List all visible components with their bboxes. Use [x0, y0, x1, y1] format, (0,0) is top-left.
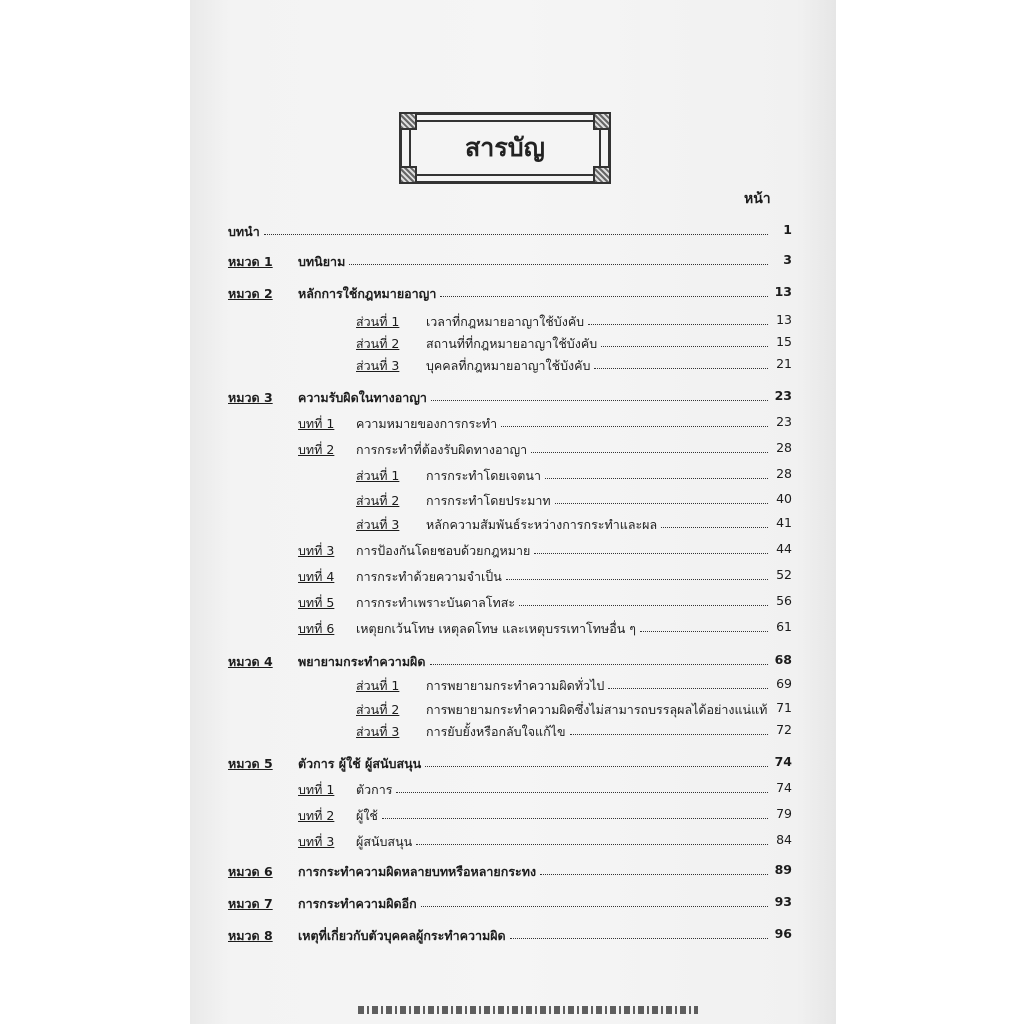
toc-entry-title: เหตุที่เกี่ยวกับตัวบุคคลผู้กระทำความผิด — [298, 928, 506, 943]
toc-entry — [0, 676, 1024, 696]
toc-entry-title: หลักการใช้กฎหมายอาญา — [298, 286, 437, 301]
toc-entry-title: สถานที่ที่กฎหมายอาญาใช้บังคับ — [426, 336, 598, 351]
toc-entry-page: 21 — [776, 356, 792, 371]
toc-entry-page: 84 — [776, 832, 792, 847]
toc-entry-label: หมวด 2 — [228, 286, 273, 301]
toc-entry-label: หมวด 5 — [228, 756, 273, 771]
toc-entry — [0, 567, 1024, 587]
toc-entry — [0, 252, 1024, 272]
toc-entry-page: 13 — [776, 312, 792, 327]
toc-entry-title: ความรับผิดในทางอาญา — [298, 390, 427, 405]
toc-entry-title: การพยายามกระทำความผิดทั่วไป — [426, 678, 605, 693]
toc-entry-title: ความหมายของการกระทำ — [356, 416, 498, 431]
toc-entry-title: การกระทำที่ต้องรับผิดทางอาญา — [356, 442, 528, 457]
toc-entry-page: 44 — [776, 541, 792, 556]
toc-entry-page: 96 — [774, 926, 792, 941]
toc-entry-page: 13 — [774, 284, 792, 299]
toc-entry-page: 93 — [774, 894, 792, 909]
toc-entry-page: 79 — [776, 806, 792, 821]
toc-entry-title: บุคคลที่กฎหมายอาญาใช้บังคับ — [426, 358, 591, 373]
toc-entry — [0, 356, 1024, 376]
toc-entry-label: ส่วนที่ 3 — [356, 724, 400, 739]
toc-entry — [0, 222, 1024, 242]
toc-entry-page: 56 — [776, 593, 792, 608]
toc-entry — [0, 894, 1024, 914]
toc-entry-page: 89 — [774, 862, 792, 877]
toc-entry — [0, 926, 1024, 946]
toc-entry — [0, 491, 1024, 511]
toc-entry-label: บทที่ 3 — [298, 834, 335, 849]
toc-entry — [0, 722, 1024, 742]
toc-entry — [0, 312, 1024, 332]
toc-entry-title: การป้องกันโดยชอบด้วยกฎหมาย — [356, 543, 531, 558]
toc-entry-page: 61 — [776, 619, 792, 634]
toc-entry-page: 23 — [776, 414, 792, 429]
toc-entry-page: 41 — [776, 515, 792, 530]
toc-entry-page: 1 — [783, 222, 792, 237]
page-title: สารบัญ — [465, 133, 545, 162]
toc-entry-label: หมวด 1 — [228, 254, 273, 269]
toc-entry-title: เวลาที่กฎหมายอาญาใช้บังคับ — [426, 314, 585, 329]
toc-entry-page: 23 — [774, 388, 792, 403]
toc-entry-title: หลักความสัมพันธ์ระหว่างการกระทำและผล — [426, 517, 658, 532]
footer-ornament — [358, 1006, 698, 1014]
toc-entry — [0, 515, 1024, 535]
toc-entry — [0, 440, 1024, 460]
toc-entry-title: ผู้สนับสนุน — [356, 834, 413, 849]
toc-entry-page: 28 — [776, 440, 792, 455]
toc-entry-label: หมวด 7 — [228, 896, 273, 911]
page-column-header: หน้า — [744, 191, 771, 207]
toc-entry — [0, 619, 1024, 639]
toc-entry-title: การพยายามกระทำความผิดซึ่งไม่สามารถบรรลุผลได้อย่างแน่แท้ — [426, 702, 768, 717]
toc-entry-label: บทที่ 6 — [298, 621, 335, 636]
toc-entry-label: ส่วนที่ 3 — [356, 358, 400, 373]
toc-entry-title: การกระทำความผิดหลายบทหรือหลายกระทง — [298, 864, 537, 879]
toc-entry — [0, 806, 1024, 826]
toc-entry-title: การกระทำโดยเจตนา — [426, 468, 541, 483]
toc-entry-page: 15 — [776, 334, 792, 349]
toc-entry-label: บทที่ 4 — [298, 569, 335, 584]
toc-entry-label: ส่วนที่ 2 — [356, 336, 400, 351]
toc-entry-page: 3 — [783, 252, 792, 267]
toc-entry — [0, 700, 1024, 720]
toc-entry-label: บทที่ 1 — [298, 416, 335, 431]
toc-entry — [0, 832, 1024, 852]
toc-entry-page: 68 — [774, 652, 792, 667]
toc-entry — [0, 388, 1024, 408]
toc-entry-title: การยับยั้งหรือกลับใจแก้ไข — [426, 724, 566, 739]
toc-entry-page: 74 — [774, 754, 792, 769]
toc-entry-page: 40 — [776, 491, 792, 506]
toc-entry-label: บทที่ 3 — [298, 543, 335, 558]
toc-entry-page: 69 — [776, 676, 792, 691]
toc-entry-title: ผู้ใช้ — [356, 808, 378, 823]
toc-entry-title: บทนิยาม — [298, 254, 346, 269]
toc-entry-title: ตัวการ — [356, 782, 393, 797]
toc-entry-title: ตัวการ ผู้ใช้ ผู้สนับสนุน — [298, 756, 422, 771]
toc-entry — [0, 652, 1024, 672]
toc-entry-label: ส่วนที่ 3 — [356, 517, 400, 532]
toc-entry-label: บทที่ 5 — [298, 595, 335, 610]
toc-entry-title: เหตุยกเว้นโทษ เหตุลดโทษ และเหตุบรรเทาโทษอื่น ๆ — [356, 621, 636, 636]
toc-entry — [0, 593, 1024, 613]
toc-entry-page: 52 — [776, 567, 792, 582]
toc-entry — [0, 284, 1024, 304]
toc-entry-title: พยายามกระทำความผิด — [298, 654, 426, 669]
toc-entry-label: ส่วนที่ 2 — [356, 702, 400, 717]
toc-entry — [0, 862, 1024, 882]
toc-entry-label: หมวด 4 — [228, 654, 273, 669]
toc-entry-label: บทที่ 2 — [298, 808, 335, 823]
toc-entry-label: ส่วนที่ 1 — [356, 678, 400, 693]
toc-entry-label: หมวด 3 — [228, 390, 273, 405]
toc-entry-label: ส่วนที่ 1 — [356, 468, 400, 483]
toc-entry-label: ส่วนที่ 1 — [356, 314, 400, 329]
toc-entry — [0, 414, 1024, 434]
toc-entry — [0, 780, 1024, 800]
toc-entry-page: 74 — [776, 780, 792, 795]
toc-entry-title: การกระทำโดยประมาท — [426, 493, 551, 508]
toc-entry-label: หมวด 8 — [228, 928, 273, 943]
toc-entry-label: ส่วนที่ 2 — [356, 493, 400, 508]
toc-entry-title: การกระทำเพราะบันดาลโทสะ — [356, 595, 516, 610]
toc-entry-page: 71 — [776, 700, 792, 715]
toc-entry-page: 28 — [776, 466, 792, 481]
toc-entry-label: บทที่ 2 — [298, 442, 335, 457]
toc-entry — [0, 334, 1024, 354]
toc-entry-label: หมวด 6 — [228, 864, 273, 879]
toc-entry — [0, 466, 1024, 486]
toc-entry-title: บทนำ — [228, 224, 260, 239]
toc-entry — [0, 541, 1024, 561]
toc-entry-page: 72 — [776, 722, 792, 737]
toc-entry-title: การกระทำความผิดอีก — [298, 896, 417, 911]
toc-entry — [0, 754, 1024, 774]
toc-entry-title: การกระทำด้วยความจำเป็น — [356, 569, 502, 584]
toc-entry-label: บทที่ 1 — [298, 782, 335, 797]
